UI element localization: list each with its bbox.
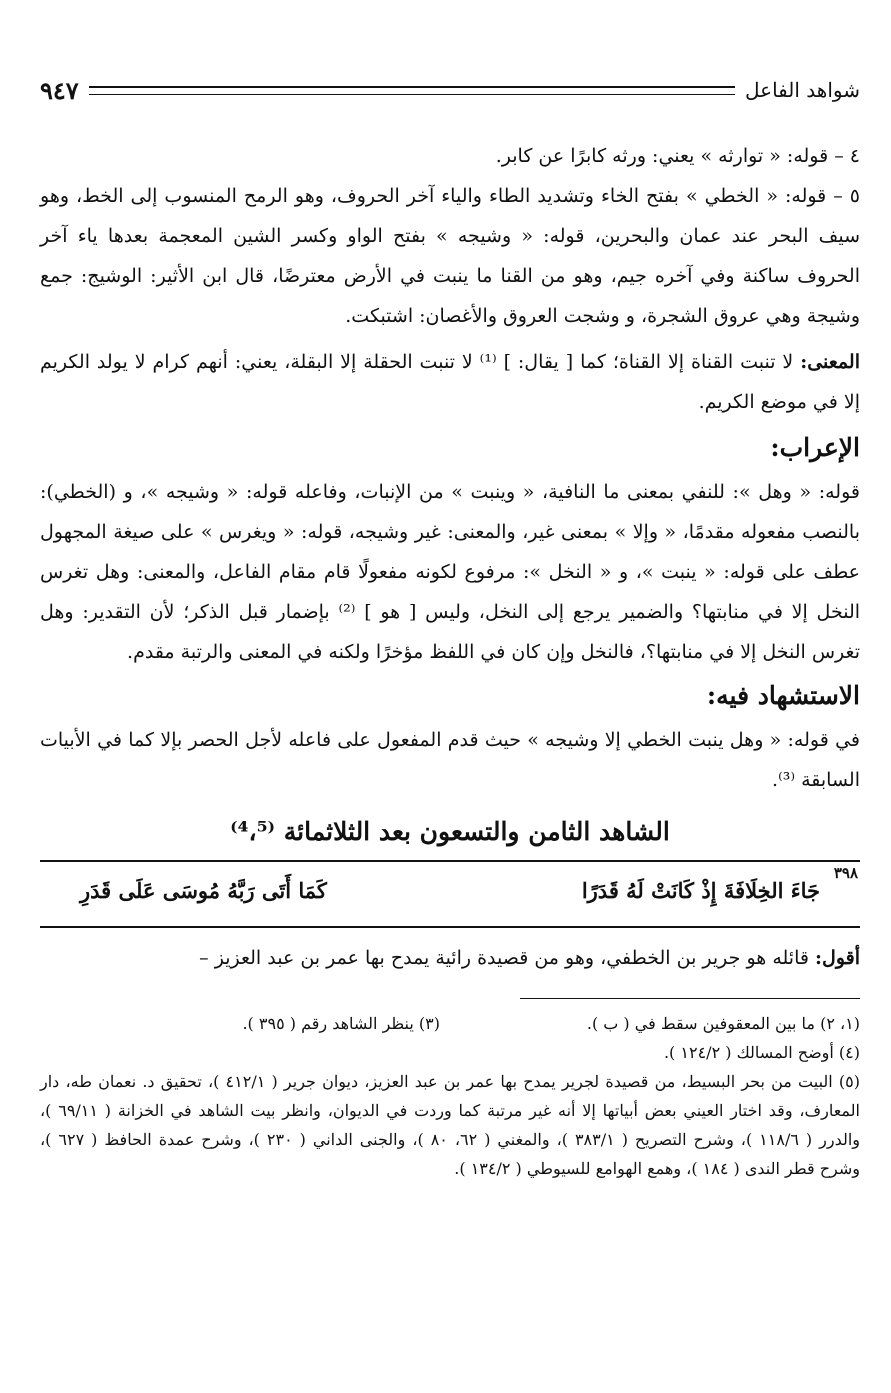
footnote-row bbox=[40, 1009, 860, 1038]
aqul-paragraph bbox=[40, 938, 860, 978]
istishhad-paragraph: في قوله: « وهل ينبت الخطي إلا وشيجه » حيث قدم المفعول على فاعله لأجل الحصر بإلا كما في الأبيات السابقة ⁽³⁾. bbox=[40, 729, 860, 791]
meaning-label: المعنى: bbox=[800, 351, 860, 373]
verse-number: ٣٩٨ bbox=[833, 864, 858, 882]
footnote-3: (٣) ينظر الشاهد رقم ( ٣٩٥ ). bbox=[242, 1014, 440, 1033]
footnote-5: (٥) البيت من بحر البسيط، من قصيدة لجرير يمدح بها عمر بن عبد العزيز، ديوان جرير ( ٤١٢/١ )، تحقيق د. نعمان طه، دار المعارف، وقد اختار العيني بعض أبياتها إلا أنه غير مرتبة كما وردت في الديوان، وانظر بيت الشاهد في الخزانة ( ٦٩/١١ )، والدرر ( ١١٨/٦ )، وشرح التصريح ( ٣٨٣/١ )، والمغني ( ٦٢، ٨٠ )، والجنى الداني ( ٢٣٠ )، وشرح عمدة الحافظ ( ٦٢٧ )، وشرح قطر الندى ( ١٨٤ )، وهمع الهوامع للسيوطي ( ١٣٤/٢ ). bbox=[40, 1072, 861, 1178]
note-4: ٤ – قوله: « توارثه » يعني: ورثه كابرًا عن كابر. bbox=[495, 145, 860, 167]
chapter-title: شواهد الفاعل bbox=[745, 78, 860, 102]
note-5: ٥ – قوله: « الخطي » بفتح الخاء وتشديد الطاء والياء آخر الحروف، وهو الرمح المنسوب إلى الخط، وهو سيف البحر عند عمان والبحرين، قوله: « وشيجه » بفتح الواو وكسر الشين المعجمة بعدها ياء آخر الحروف ساكنة وفي آخره جيم، وهو من القنا ما ينبت في الأرض معترضًا، قال ابن الأثير: الوشيج: جمع وشيجة وهي عروق الشجرة، و وشجت العروق والأغصان: اشتبكت. bbox=[40, 185, 860, 327]
verse-hemistich-2: كَمَا أَتَى رَبَّهُ مُوسَى عَلَى قَدَرِ bbox=[80, 878, 327, 903]
meaning-paragraph bbox=[40, 342, 860, 422]
verse-hemistich-1: جَاءَ الخِلَافَةَ إِذْ كَانَتْ لَهُ قَدَرًا bbox=[581, 878, 820, 903]
footnote-1-2: (١، ٢) ما بين المعقوفين سقط في ( ب ). bbox=[586, 1014, 860, 1033]
shahed-title: الشاهد الثامن والتسعون بعد الثلاثمائة ⁽⁴،⁵⁾ bbox=[230, 817, 670, 846]
header-rule bbox=[89, 86, 735, 95]
meaning-text: لا تنبت القناة إلا القناة؛ كما [ يقال: ] ⁽¹⁾ لا تنبت الحقلة إلا البقلة، يعني: أنهم كرام لا يولد الكريم إلا في موضع الكريم. bbox=[40, 351, 860, 413]
verse-box bbox=[40, 860, 860, 928]
page-number: ٩٤٧ bbox=[40, 75, 79, 105]
running-header bbox=[40, 70, 860, 110]
aqul-text: قائله هو جرير بن الخطفي، وهو من قصيدة رائية يمدح بها عمر بن عبد العزيز – bbox=[199, 947, 809, 969]
irab-heading: الإعراب: bbox=[770, 433, 860, 462]
irab-paragraph: قوله: « وهل »: للنفي بمعنى ما النافية، « وينبت » من الإنبات، وفاعله قوله: « وشيجه »، و (الخطي): بالنصب مفعوله مقدمًا، « وإلا » بمعنى غير، والمعنى: غير وشيجه، قوله: « ويغرس » على صيغة المجهول عطف على قوله: « ينبت »، و « النخل »: مرفوع لكونه مفعولًا قام مقام الفاعل، والمعنى: وهل تغرس النخل إلا في منابتها؟ والضمير يرجع إلى النخل، وليس [ هو ] ⁽²⁾ بإضمار قبل الذكر؛ لأن التقدير: وهل تغرس النخل إلا في منابتها؟، فالنخل وإن كان في اللفظ مؤخرًا ولكنه في المعنى والرتبة مقدم. bbox=[40, 481, 861, 663]
footnote-4: (٤) أوضح المسالك ( ١٢٤/٢ ). bbox=[663, 1043, 860, 1062]
aqul-label: أقول: bbox=[815, 947, 860, 969]
footnote-rule bbox=[520, 998, 860, 999]
istishhad-heading: الاستشهاد فيه: bbox=[706, 681, 860, 710]
footnotes bbox=[40, 1009, 860, 1183]
book-page bbox=[40, 70, 860, 1183]
